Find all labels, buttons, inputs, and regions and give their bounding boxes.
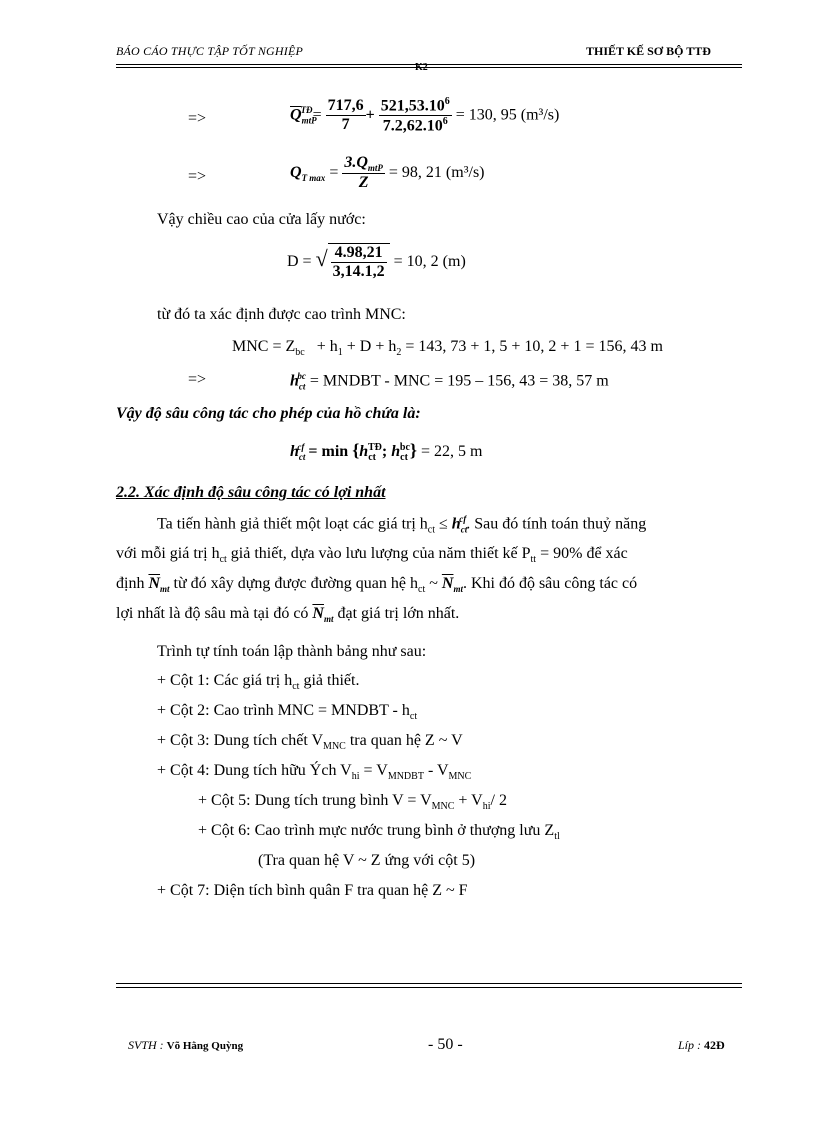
equation-mnc: MNC = $Z_{bc}$ + $h_1 + D + h_2 = 143$, 73 + 1, 5 + 10, 2 + 1 = 156, 43 m	[232, 338, 663, 359]
eq1-rhs: = 130, 95 (m³/s)	[455, 106, 560, 124]
arrow-1: =>	[188, 110, 207, 127]
para-line-2: với mỗi giá trị $h_{ct}$ giả thiết, dựa vào lưu lượng của năm thiết kế $P_{tt} = 90\%$ để xác	[116, 545, 628, 566]
header-left: BÁO CÁO THỰC TẬP TỐT NGHIỆP	[116, 44, 304, 58]
arrow-2: =>	[188, 168, 207, 185]
footer-left: SVTH : Võ Hằng Quỳng	[128, 1038, 244, 1052]
eqd-frac: $\frac{4.98,21}{3,14.1,2}$	[332, 244, 385, 280]
step-6b: (Tra quan hệ V ~ Z ứng với cột 5)	[258, 852, 476, 869]
footer-rule-bottom	[116, 987, 742, 988]
header-rule-bottom	[116, 67, 742, 68]
equation-min: $h_{ct}^{cf} = \min \{h_{ct}^{TĐ}$; $h_{ct}^{bc}\} = 22$, 5 m	[290, 440, 483, 464]
eq2-rhs: = 98, 21 (m³/s)	[388, 163, 485, 181]
intro-d: Vậy chiều cao của cửa lấy nước:	[157, 211, 366, 228]
step-7: + Cột 7: Diện tích bình quân F tra quan hệ Z ~ F	[157, 882, 468, 899]
header-sub: K2	[415, 62, 428, 73]
eq1-frac2: $\frac{521,53.10^6}{7.2,62.10^6}$	[380, 96, 450, 135]
para-line-1: Ta tiến hành giả thiết một loạt các giá trị $h_{ct} \le h_{ct}^{cf}$. Sau đó tính toán thuỷ năng	[157, 514, 647, 536]
step-6: + Cột 6: Cao trình mực nước trung bình ở thượng lưu $Z_{tl}$	[198, 822, 560, 843]
section-title: 2.2. Xác định độ sâu công tác có lợi nhất	[116, 484, 386, 501]
step-5: + Cột 5: Dung tích trung bình $V = V_{MNC} + V_{hi}/$ 2	[198, 792, 507, 813]
equation-2: $Q_{T max}$ = $\frac{3.Q_{mtP}}{Z}$ = 98, 21 (m³/s)	[290, 154, 485, 192]
equation-d: D = √ $\frac{4.98,21}{3,14.1,2}$ = 10, 2 (m)	[287, 244, 466, 280]
equation-hct: $h_{ct}^{bc}$ = MNDBT - MNC = 195 – 156, 43 = 38, 57 m	[290, 371, 609, 392]
steps-intro: Trình tự tính toán lập thành bảng như sau:	[157, 643, 427, 660]
step-1: + Cột 1: Các giá trị $h_{ct}$ giả thiết.	[157, 672, 360, 693]
equation-1: $\overline{Q}_{mtP}^{TĐ}=$ $\frac{717,6}{7}$ + $\frac{521,53.10^6}{7.2,62.10^6}$ = 130, 95 (m³/s)	[290, 96, 560, 135]
footer-page-number: - 50 -	[428, 1036, 463, 1053]
header-right: THIẾT KẾ SƠ BỘ TTĐ	[586, 44, 711, 58]
heading-depth: Vậy độ sâu công tác cho phép của hồ chứa là:	[116, 405, 421, 422]
arrow-3: =>	[188, 371, 207, 388]
footer-rule-top	[116, 983, 742, 984]
eq2-frac: $\frac{3.Q_{mtP}}{Z}$	[344, 154, 383, 192]
para-line-3: định $\overline{N}_{mt}$ từ đó xây dựng được đường quan hệ $h_{ct}$ ~ $\overline{N}_{mt}$. Khi đó độ sâu công tác có	[116, 575, 638, 596]
step-2: + Cột 2: Cao trình MNC = MNDBT - $h_{ct}$	[157, 702, 418, 723]
eq1-frac1: $\frac{717,6}{7}$	[327, 97, 364, 134]
para-line-4: lợi nhất là độ sâu mà tại đó có $\overline{N}_{mt}$ đạt giá trị lớn nhất.	[116, 605, 460, 625]
header-rule-top	[116, 64, 742, 65]
eq1-lhs: $\overline{Q}$	[290, 106, 302, 124]
step-4: + Cột 4: Dung tích hữu Ých $V_{hi} = V_{MNDBT} - V_{MNC}$	[157, 762, 472, 783]
footer-right: Líp : 42Đ	[678, 1038, 725, 1052]
step-3: + Cột 3: Dung tích chết $V_{MNC}$ tra quan hệ Z ~ V	[157, 732, 463, 753]
intro-mnc: từ đó ta xác định được cao trình MNC:	[157, 306, 406, 323]
